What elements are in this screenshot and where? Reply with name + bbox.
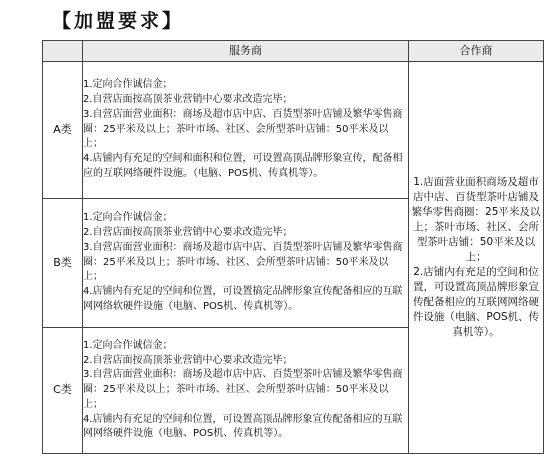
requirement-item: 1.定向合作诚信金； [83, 79, 173, 91]
requirement-item: 3.自营店面营业面积：商场及超市店中店、百货型茶叶店铺及繁华零售商圈：25平米及以上；茶叶市场、社区、会所型茶叶店铺：50平米及以上； [83, 369, 403, 410]
requirements-table [42, 40, 544, 454]
requirement-item: 2.自营店面按高顶茶业营销中心要求改造完毕； [83, 227, 293, 238]
requirement-item: 3.自营店面营业面积：商场及超市店中店、百货型茶叶店铺及繁华零售商圈：25平米及以上；茶叶市场、社区、会所型茶叶店铺：50平米及以上； [83, 241, 403, 283]
requirement-list [83, 211, 408, 315]
category-a-requirements [83, 62, 409, 199]
requirement-list [83, 78, 408, 182]
requirement-list [83, 339, 408, 443]
requirement-item: 4.店铺内有充足的空间和位置，可设置高顶品牌形象宣传配备相应的互联网网络硬件设施（电脑、POS机、传真机等）。 [83, 413, 403, 440]
requirement-item: 1.定向合作诚信金； [83, 339, 173, 351]
section-title: 【加盟要求】 [52, 10, 185, 32]
requirement-item: 1.定向合作诚信金； [83, 212, 173, 224]
header-partner: 合作商 [409, 41, 544, 62]
partner-requirement-list [409, 175, 543, 340]
requirement-item: 3.自营店面营业面积：商场及超市店中店、百货型茶叶店铺及繁华零售商圈：25平米及以上；茶叶市场、社区、会所型茶叶店铺：50平米及以上； [83, 108, 403, 150]
table-row-a [43, 62, 544, 199]
requirement-item: 4.店铺内有充足的空间和面积和位置，可设置高顶品牌形象宣传，配备相应的互联网络硬件设施。（电脑、POS机、传真机等）。 [83, 153, 403, 179]
table-header-row [43, 41, 544, 62]
requirement-item: 2.自营店面按高顶茶业营销中心要求改造完毕； [83, 94, 293, 105]
partner-requirement-item: 2.店铺内有充足的空间和位置，可设置高顶品牌形象宣传配备相应的互联网网络硬件设施（电脑、POS机、传真机等）。 [412, 266, 540, 338]
requirement-item: 2.自营店面按高顶茶业营销中心要求改造完毕； [83, 354, 293, 366]
requirement-item: 4.店铺内有充足的空间和位置，可设置搞定品牌形象宣传配备相应的互联网网络软硬件设施（电脑、POS机、传真机等）。 [83, 286, 403, 312]
header-blank-cell [43, 41, 83, 62]
partner-requirement-item: 1.店面营业面积商场及超市店中店、百货型茶叶店铺及繁华零售商圈：25平米及以上；茶叶市场、社区、会所型茶叶店铺：50平米及以上； [411, 176, 541, 263]
category-b-label: B类 [43, 199, 83, 328]
category-a-label: A类 [43, 62, 83, 199]
category-b-requirements [83, 199, 409, 328]
category-c-requirements [83, 328, 409, 454]
header-service-provider: 服务商 [83, 41, 409, 62]
partner-requirements [409, 62, 544, 454]
category-c-label: C类 [43, 328, 83, 454]
